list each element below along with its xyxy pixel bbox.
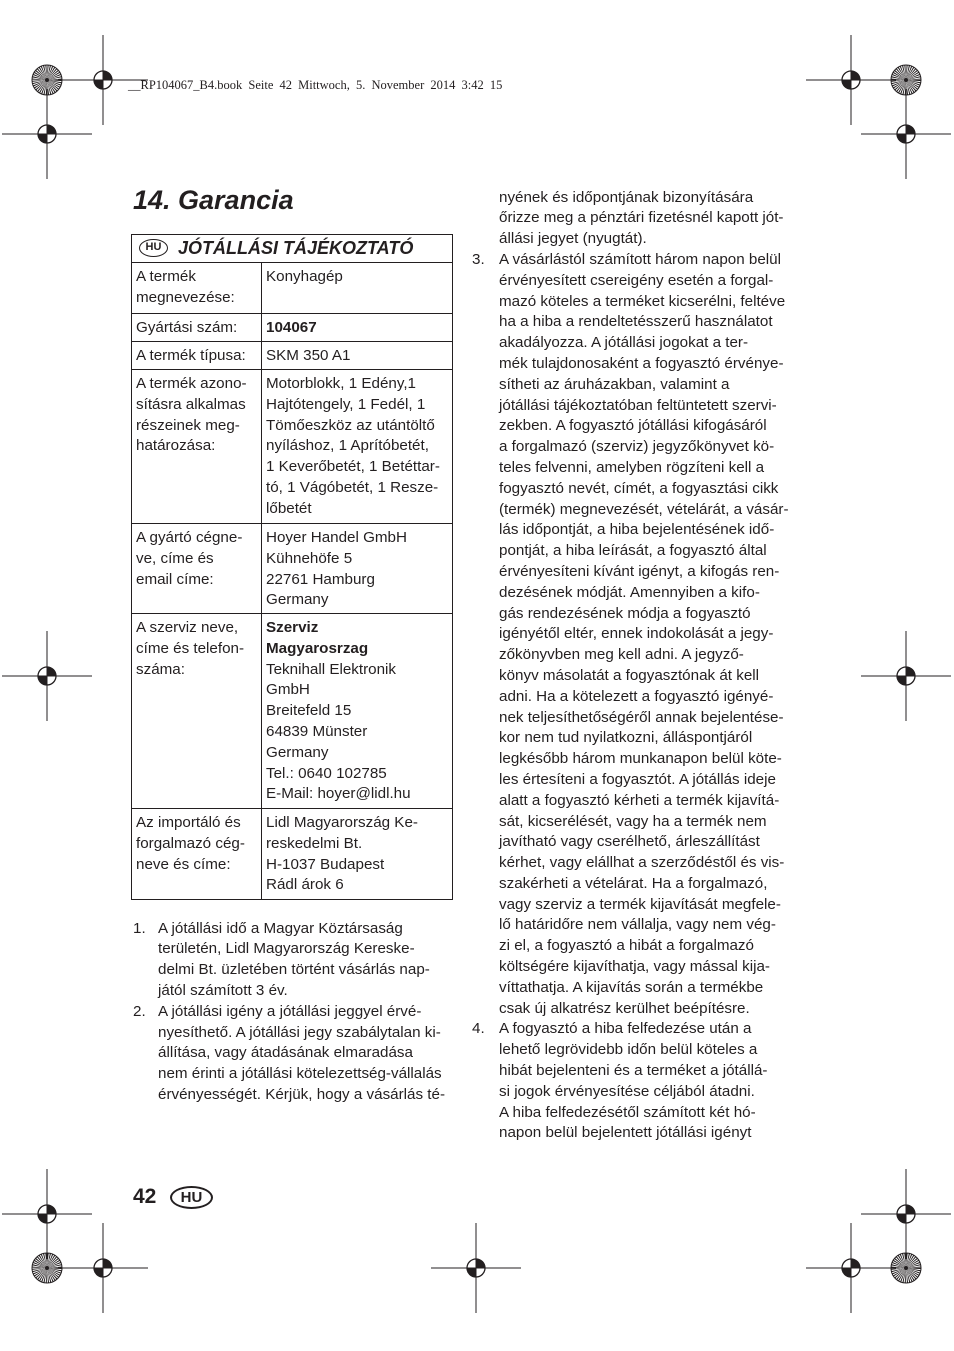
- text-line: sát, kicserélését, vagy ha a termék nem: [499, 812, 767, 830]
- text-line: adni. Ha a kötelezett a fogyasztó igényé-: [499, 687, 774, 705]
- value-line: Germany: [266, 743, 329, 761]
- text-line: mék tulajdonosaként a fogyasztó érvénye-: [499, 354, 784, 372]
- text-line: akadályozza. A jótállási jogokat a ter-: [499, 334, 749, 352]
- list-item: [133, 1002, 445, 1106]
- value-line: 104067: [266, 319, 317, 336]
- label-line: A termék típusa:: [136, 347, 246, 364]
- table-row: [132, 314, 453, 342]
- value-line: 22761 Hamburg: [266, 570, 375, 588]
- text-line: (termék) megnevezését, vételárát, a vásár-: [499, 500, 789, 518]
- value-line: 1 Keverőbetét, 1 Betéttar-: [266, 458, 440, 476]
- text-line: A hiba felfedezésétől számított két hó-: [499, 1103, 756, 1121]
- text-line: lehető legrövidebb időn belül köteles a: [499, 1041, 758, 1059]
- label-line: száma:: [136, 660, 185, 678]
- left-numbered-list: [133, 919, 445, 1106]
- table-value-cell: [262, 370, 453, 524]
- print-slug: __RP104067_B4.book Seite 42 Mittwoch, 5. November 2014 3:42 15: [128, 78, 503, 92]
- text-line: zőkönyvben meg kell adni. A jegyző-: [499, 646, 744, 664]
- text-line: víttathatja. A kijavítás során a termékbe: [499, 978, 764, 996]
- label-line: megnevezése:: [136, 288, 235, 306]
- text-line: zi el, a fogyasztó a hibát a forgalmazó: [499, 937, 754, 955]
- label-line: címe és telefon-: [136, 639, 245, 657]
- value-line: E-Mail: hoyer@lidl.hu: [266, 785, 411, 803]
- text-line: nyesíthető. A jótállási jegy szabálytalan ki-: [158, 1023, 441, 1041]
- language-badge: HU: [139, 239, 168, 257]
- text-line: dezésének módját. Amennyiben a kifo-: [499, 583, 760, 601]
- value-line: Magyarosrzag: [266, 639, 369, 657]
- crosshair-mark-bottom-left: [58, 1223, 148, 1313]
- label-line: neve és címe:: [136, 855, 231, 873]
- text-line: javítható vagy cserélhető, árleszállítást: [499, 833, 760, 851]
- section-title: 14. Garancia: [133, 185, 294, 215]
- page-number: 42: [133, 1185, 157, 1208]
- text-line: igényétől eltér, ennek indokolását a jegy-: [499, 625, 774, 643]
- crosshair-mark-right-middle: [861, 631, 951, 721]
- list-item-number: 2.: [133, 1002, 146, 1020]
- table-value-cell: [262, 809, 453, 900]
- table-label-cell: [132, 263, 262, 314]
- table-label-cell: [132, 524, 262, 614]
- value-line: GmbH: [266, 681, 310, 699]
- text-line: legkésőbb három munkanapon belül köte-: [499, 750, 782, 768]
- text-line: csak új alkatrész kerülhet beépítésre.: [499, 999, 750, 1017]
- label-line: A termék azono-: [136, 375, 247, 392]
- right-column-text: [472, 188, 789, 1145]
- table-label-cell: [132, 314, 262, 342]
- list-item: [472, 1019, 789, 1144]
- text-line: vagy szerviz a termék kijavítását megfele-: [499, 895, 781, 913]
- value-line: Breitefeld 15: [266, 702, 352, 720]
- value-line: Hajtótengely, 1 Fedél, 1: [266, 395, 426, 413]
- list-item-text: [499, 250, 789, 1019]
- footer-language-badge: HU: [170, 1186, 213, 1209]
- label-line: A termék: [136, 268, 196, 285]
- text-line: A vásárlástól számított három napon belül: [499, 250, 781, 268]
- text-line: hibát bejelenteni és a terméket a jótállá-: [499, 1062, 768, 1080]
- text-line: alatt a fogyasztó kérheti a termék kijavítá-: [499, 791, 780, 809]
- text-line: zekben. A fogyasztó jótállási kifogásáról: [499, 417, 767, 435]
- text-line: területén, Lidl Magyarország Kereske-: [158, 940, 415, 958]
- list-item-number: 4.: [472, 1020, 485, 1038]
- table-row: [132, 809, 453, 900]
- text-line: teles felvenni, amelyben rögzíteni kell a: [499, 458, 765, 476]
- text-line: fogyasztó nevét, címét, a fogyasztási cikk: [499, 479, 779, 497]
- value-line: Motorblokk, 1 Edény,1: [266, 375, 416, 392]
- value-line: Teknihall Elektronik: [266, 660, 396, 678]
- table-row: [132, 370, 453, 524]
- value-line: lőbetét: [266, 499, 312, 517]
- table-row: [132, 342, 453, 370]
- text-line: les értesíteni a fogyasztót. A jótállás ideje: [499, 770, 776, 788]
- text-line: A jótállási idő a Magyar Köztársaság: [158, 919, 403, 937]
- table-label-cell: [132, 809, 262, 900]
- value-line: SKM 350 A1: [266, 347, 351, 364]
- value-line: Tel.: 0640 102785: [266, 764, 387, 782]
- value-line: Rádl árok 6: [266, 876, 344, 894]
- text-line: érvényesített csereigény esetén a forgal-: [499, 271, 774, 289]
- text-line: jától számított 3 év.: [158, 981, 288, 999]
- label-line: A szerviz neve,: [136, 619, 239, 636]
- table-value-cell: [262, 342, 453, 370]
- crosshair-mark-left-upper: [2, 89, 92, 179]
- crosshair-mark-bottom-right: [806, 1223, 896, 1313]
- list-item: [472, 250, 789, 1019]
- label-line: email címe:: [136, 570, 214, 588]
- text-line: nek teljesíthetőségéről annak bejelentése-: [499, 708, 784, 726]
- text-line: kérhet, vagy elállhat a szerződéstől és vis-: [499, 854, 785, 872]
- text-line: könyv másolatát a fogyasztónak át kell: [499, 666, 760, 684]
- text-line: mazó köteles a terméket kicserélni, feltéve: [499, 292, 786, 310]
- list-item-text: [158, 919, 430, 1002]
- text-line: őrizze meg a pénztári fizetésnél kapott jót-: [499, 209, 784, 227]
- table-header-row: [132, 235, 453, 263]
- continued-paragraph: [472, 188, 789, 250]
- table-label-cell: [132, 342, 262, 370]
- text-line: szakérheti a vételárat. Ha a forgalmazó,: [499, 874, 768, 892]
- crosshair-mark-bottom-center: [431, 1223, 521, 1313]
- label-line: határozása:: [136, 437, 216, 455]
- text-line: napon belül bejelentett jótállási igényt: [499, 1124, 752, 1142]
- list-item-text: [158, 1002, 445, 1106]
- text-line: jótállási tájékoztatóban feltüntetett szervi-: [499, 396, 777, 414]
- value-line: tó, 1 Vágóbetét, 1 Resze-: [266, 478, 439, 496]
- table-label-cell: [132, 614, 262, 809]
- value-line: Szerviz: [266, 619, 319, 636]
- crosshair-mark-right-upper: [861, 89, 951, 179]
- table-row: [132, 263, 453, 314]
- text-line: nem érinti a jótállási kötelezettség-vállalás: [158, 1065, 442, 1083]
- text-line: állítása, vagy átadásának elmaradása: [158, 1044, 413, 1062]
- crosshair-mark-left-lower: [2, 1169, 92, 1259]
- text-line: si jogok érvényesítése céljából átadni.: [499, 1082, 755, 1100]
- label-line: részeinek meg-: [136, 416, 240, 434]
- text-line: költségére kijavíthatja, vagy mással kija-: [499, 958, 770, 976]
- crosshair-mark-right-lower: [861, 1169, 951, 1259]
- table-value-cell: [262, 314, 453, 342]
- text-line: lő határidőre nem vállalja, vagy nem vég-: [499, 916, 776, 934]
- text-line: gás rendezésének módja a fogyasztó: [499, 604, 751, 622]
- label-line: Gyártási szám:: [136, 319, 238, 336]
- table-row: [132, 524, 453, 614]
- text-line: ha a hiba a rendeltetésszerű használatot: [499, 313, 773, 331]
- crosshair-mark-left-middle: [2, 631, 92, 721]
- text-line: A fogyasztó a hiba felfedezése után a: [499, 1020, 752, 1038]
- label-line: ve, címe és: [136, 549, 214, 567]
- text-line: érvényesíteni kívánt igényt, a kifogás ren-: [499, 562, 780, 580]
- value-line: nyíláshoz, 1 Aprítóbetét,: [266, 437, 429, 455]
- table-value-cell: [262, 263, 453, 314]
- table-label-cell: [132, 370, 262, 524]
- label-line: sításra alkalmas: [136, 395, 246, 413]
- label-line: Az importáló és: [136, 814, 241, 831]
- text-line: lás időpontját, a hiba bejelentésének idő-: [499, 521, 775, 539]
- label-line: A gyártó cégne-: [136, 529, 243, 546]
- text-line: kor nem tud nyilatkozni, álláspontjáról: [499, 729, 753, 747]
- value-line: reskedelmi Bt.: [266, 834, 363, 852]
- value-line: Kühnehöfe 5: [266, 549, 353, 567]
- value-line: Lidl Magyarország Ke-: [266, 814, 418, 831]
- list-item: [133, 919, 445, 1002]
- list-item-number: 3.: [472, 250, 485, 268]
- label-line: forgalmazó cég-: [136, 834, 245, 852]
- table-value-cell: [262, 614, 453, 809]
- crosshair-mark-top-right: [806, 35, 896, 125]
- text-line: nyének és időpontjának bizonyítására: [499, 188, 754, 206]
- value-line: Konyhagép: [266, 268, 343, 285]
- text-line: állási jegyet (nyugtát).: [499, 230, 647, 248]
- text-line: pontját, a hiba leírását, a fogyasztó által: [499, 542, 767, 560]
- text-line: delmi Bt. üzletében történt vásárlás nap-: [158, 961, 430, 979]
- value-line: H-1037 Budapest: [266, 855, 385, 873]
- text-line: A jótállási igény a jótállási jeggyel érvé-: [158, 1002, 422, 1020]
- value-line: 64839 Münster: [266, 722, 368, 740]
- text-line: érvényességét. Kérjük, hogy a vásárlás té-: [158, 1085, 446, 1103]
- value-line: Germany: [266, 591, 329, 609]
- table-value-cell: [262, 524, 453, 614]
- text-line: a forgalmazó (szerviz) jegyzőkönyvet kö-: [499, 438, 775, 456]
- list-item-number: 1.: [133, 919, 146, 937]
- table-title: JÓTÁLLÁSI TÁJÉKOZTATÓ: [178, 238, 414, 258]
- value-line: Hoyer Handel GmbH: [266, 529, 407, 546]
- table-row: [132, 614, 453, 809]
- value-line: Tömőeszköz az utántöltő: [266, 416, 435, 434]
- text-line: sítheti az áruházakban, valamint a: [499, 375, 730, 393]
- warranty-info-table: [131, 234, 453, 900]
- list-item-text: [499, 1019, 767, 1144]
